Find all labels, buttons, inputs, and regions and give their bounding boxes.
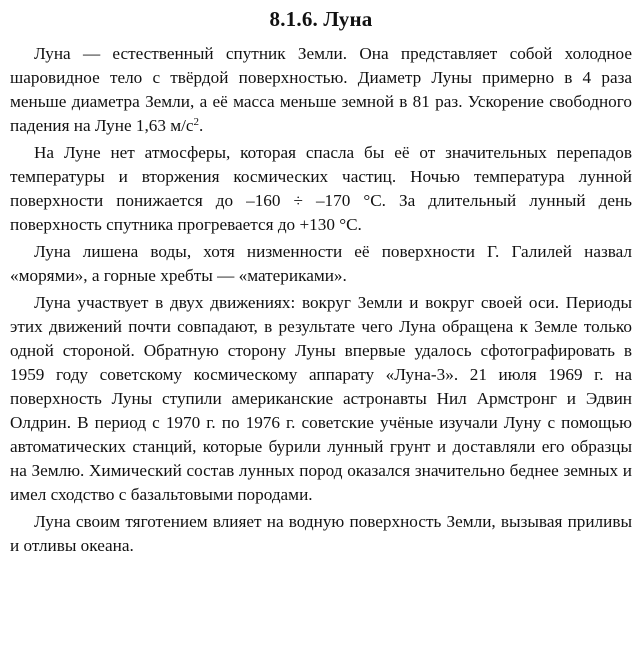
- document-page: [10, 6, 632, 558]
- paragraph-motion: Луна участвует в двух движениях: вокруг Земли и вокруг своей оси. Периоды этих движений почти совпадают, в результате чего Луна обращена к Земле только одной стороной. Обратную сторону Луны впервые удалось сфотографировать в 1959 году советскому космическому аппарату «Луна-3». 21 июля 1969 г. на поверхность Луны ступили американские астронавты Нил Армстронг и Эдвин Олдрин. В период с 1970 г. по 1976 г. советские учёные изучали Луну с помощью автоматических станций, которые бурили лунный грунт и доставляли его образцы на Землю. Химический состав лунных пород оказался значительно беднее земных и имел сходство с базальтовыми породами.: [10, 293, 632, 504]
- paragraph-moon-intro-text: Луна — естественный спутник Земли. Она представляет собой холодное шаровидное тело с твёрдой поверхностью. Диаметр Луны примерно в 4 раза меньше диаметра Земли, а её масса меньше земной в 81 раз. Ускорение свободного падения на Луне 1,63 м/с: [10, 44, 632, 135]
- section-heading: 8.1.6. Луна: [269, 7, 373, 31]
- paragraph-moon-intro: [10, 42, 632, 138]
- superscript-exponent: 2: [193, 116, 200, 128]
- paragraph-tides: Луна своим тяготением влияет на водную поверхность Земли, вызывая приливы и отливы океана.: [10, 512, 632, 555]
- paragraph-atmosphere: На Луне нет атмосферы, которая спасла бы её от значительных перепадов температуры и вторжения космических частиц. Ночью температура лунной поверхности понижается до –160 ÷ –170 °С. За длительный лунный день поверхность спутника прогревается до +130 °С.: [10, 143, 632, 234]
- paragraph-moon-intro-end: .: [199, 116, 204, 135]
- paragraph-water: Луна лишена воды, хотя низменности её поверхности Г. Галилей назвал «морями», а горные хребты — «материками».: [10, 242, 632, 285]
